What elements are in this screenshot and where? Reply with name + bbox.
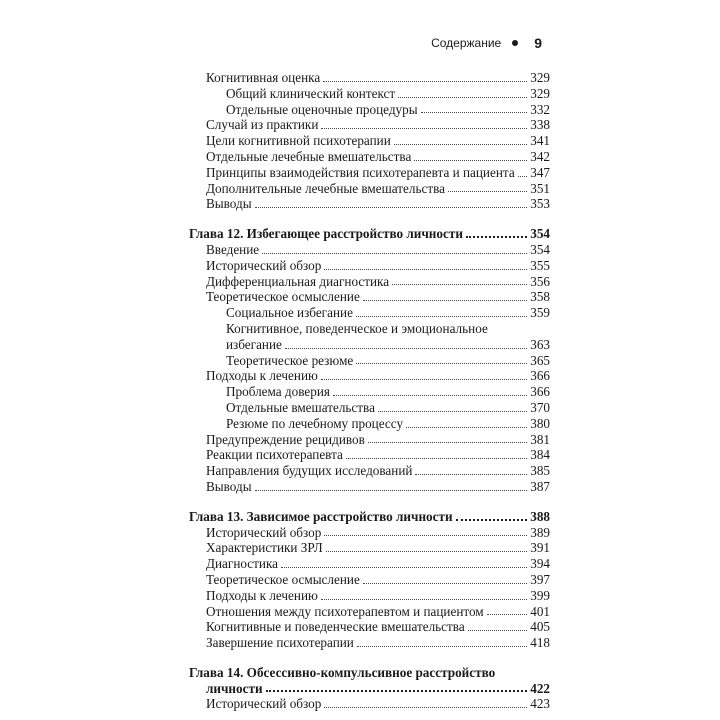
toc-entry-title: Отдельные лечебные вмешательства — [206, 148, 412, 164]
dot-leader — [368, 441, 527, 443]
dot-leader — [326, 550, 528, 552]
page-number: 9 — [534, 35, 542, 51]
dot-leader — [356, 362, 527, 364]
toc-entry-title: Отношения между психотерапевтом и пациентом — [206, 603, 484, 619]
toc-entry-page: 358 — [530, 289, 550, 305]
toc-entry-title: Общий клинический контекст — [226, 85, 396, 101]
toc-entry — [189, 447, 550, 463]
toc-entry-title: Предупреждение рецидивов — [206, 431, 365, 447]
toc-entry — [189, 274, 550, 290]
toc-entry — [189, 70, 550, 86]
dot-leader — [321, 378, 527, 380]
toc-entry — [189, 572, 550, 588]
dot-leader — [324, 534, 527, 536]
toc-entry-page: 405 — [530, 619, 550, 635]
dot-leader — [321, 127, 527, 129]
toc-entry — [189, 525, 550, 541]
toc-entry-title: Глава 13. Зависимое расстройство личности — [189, 508, 453, 524]
toc-entry — [189, 696, 550, 712]
toc-entry-page: 359 — [530, 305, 550, 321]
toc-entry-page: 355 — [530, 257, 550, 273]
toc-entry-title: Проблема доверия — [226, 384, 330, 400]
section-gap — [189, 651, 550, 665]
toc-entry-page: 394 — [530, 556, 550, 572]
toc-entry-page: 388 — [530, 508, 550, 524]
toc-entry-title: Когнитивное, поведенческое и эмоциональное — [226, 320, 488, 336]
dot-leader — [378, 410, 527, 412]
toc-entry — [189, 102, 550, 118]
dot-leader — [468, 629, 528, 631]
dot-leader — [323, 80, 527, 82]
toc-entry-title: избегание — [226, 336, 282, 352]
dot-leader — [466, 235, 527, 238]
table-of-contents — [189, 70, 550, 712]
toc-entry-title: Случай из практики — [206, 117, 319, 133]
dot-leader — [324, 268, 527, 270]
toc-entry-title: Отдельные оценочные процедуры — [226, 101, 418, 117]
toc-entry — [189, 463, 550, 479]
toc-entry-page: 338 — [530, 117, 550, 133]
toc-entry-page: 385 — [530, 463, 550, 479]
toc-entry-title: Глава 12. Избегающее расстройство личности — [189, 226, 463, 242]
toc-entry-title: Выводы — [206, 478, 252, 494]
toc-entry — [189, 289, 550, 305]
dot-leader — [414, 159, 527, 161]
toc-entry — [189, 133, 550, 149]
toc-entry — [189, 400, 550, 416]
toc-entry-page: 341 — [530, 133, 550, 149]
toc-entry-title: Теоретическое осмысление — [206, 571, 360, 587]
toc-entry — [189, 117, 550, 133]
toc-entry-title: личности — [206, 680, 263, 696]
toc-entry-page: 351 — [530, 180, 550, 196]
toc-entry — [189, 86, 550, 102]
toc-entry-page: 384 — [530, 447, 550, 463]
toc-entry-title: Принципы взаимодействия психотерапевта и пациента — [206, 164, 515, 180]
toc-entry — [189, 432, 550, 448]
toc-entry-page: 380 — [530, 415, 550, 431]
dot-leader — [321, 598, 527, 600]
dot-leader — [456, 518, 528, 521]
toc-entry — [189, 321, 550, 337]
dot-leader — [394, 143, 527, 145]
toc-entry-page: 418 — [530, 635, 550, 651]
dot-leader — [392, 283, 527, 285]
toc-entry-title: Когнитивные и поведенческие вмешательства — [206, 619, 465, 635]
dot-leader — [262, 252, 527, 254]
toc-entry-page: 353 — [530, 196, 550, 212]
toc-entry — [189, 196, 550, 212]
toc-entry-title: Резюме по лечебному процессу — [226, 415, 404, 431]
dot-leader — [333, 394, 527, 396]
toc-entry — [189, 384, 550, 400]
toc-entry — [189, 242, 550, 258]
dot-leader — [518, 175, 528, 177]
toc-entry-title: Диагностика — [206, 556, 279, 572]
toc-entry-title: Социальное избегание — [226, 305, 353, 321]
toc-entry-page: 329 — [530, 70, 550, 85]
toc-entry-page: 423 — [530, 696, 550, 712]
dot-leader — [448, 190, 527, 192]
toc-chapter-entry — [189, 509, 550, 525]
bullet-icon — [512, 40, 518, 46]
running-header — [431, 33, 542, 53]
toc-entry — [189, 556, 550, 572]
toc-entry-title: Завершение психотерапии — [206, 635, 354, 651]
dot-leader — [266, 689, 528, 692]
dot-leader — [406, 426, 527, 428]
toc-entry-page: 329 — [530, 85, 550, 101]
toc-entry — [189, 604, 550, 620]
toc-entry-page: 391 — [530, 540, 550, 556]
toc-entry-title: Направления будущих исследований — [206, 463, 413, 479]
section-gap — [189, 212, 550, 226]
toc-entry — [189, 258, 550, 274]
toc-entry-page: 347 — [530, 164, 550, 180]
toc-entry-title: Введение — [206, 241, 260, 257]
dot-leader — [324, 706, 527, 708]
toc-entry-title: Отдельные вмешательства — [226, 399, 375, 415]
toc-entry — [189, 479, 550, 495]
toc-entry-page: 354 — [530, 226, 550, 242]
toc-entry-title: Глава 14. Обсессивно-компульсивное расстройство — [189, 664, 496, 680]
toc-entry-page: 365 — [530, 352, 550, 368]
toc-entry — [189, 635, 550, 651]
toc-entry-page: 363 — [530, 336, 550, 352]
toc-entry-title: Исторический обзор — [206, 257, 322, 273]
toc-entry — [189, 540, 550, 556]
toc-chapter-entry — [189, 681, 550, 697]
toc-chapter-entry — [189, 665, 550, 681]
toc-entry-page: 387 — [530, 478, 550, 494]
dot-leader — [415, 473, 527, 475]
section-gap — [189, 495, 550, 509]
toc-entry-title: Дополнительные лечебные вмешательства — [206, 180, 446, 196]
toc-entry-title: Выводы — [206, 196, 252, 212]
toc-entry-page: 397 — [530, 571, 550, 587]
toc-entry-page: 354 — [530, 241, 550, 257]
dot-leader — [255, 489, 528, 491]
toc-entry-title: Исторический обзор — [206, 696, 322, 712]
toc-entry — [189, 368, 550, 384]
toc-entry-title: Исторический обзор — [206, 524, 322, 540]
toc-entry-title: Реакции психотерапевта — [206, 447, 343, 463]
toc-entry-page: 422 — [530, 680, 550, 696]
dot-leader — [346, 457, 527, 459]
dot-leader — [285, 347, 527, 349]
toc-entry-page: 370 — [530, 399, 550, 415]
toc-entry-title: Цели когнитивной психотерапии — [206, 133, 391, 149]
dot-leader — [363, 582, 527, 584]
dot-leader — [255, 206, 528, 208]
toc-entry-page: 366 — [530, 384, 550, 400]
toc-entry — [189, 149, 550, 165]
toc-entry-page: 399 — [530, 587, 550, 603]
toc-entry-page: 356 — [530, 273, 550, 289]
toc-entry-title: Подходы к лечению — [206, 587, 318, 603]
toc-entry — [189, 416, 550, 432]
toc-entry-title: Теоретическое осмысление — [206, 289, 360, 305]
toc-entry-page: 342 — [530, 148, 550, 164]
toc-entry-page: 389 — [530, 524, 550, 540]
dot-leader — [421, 111, 528, 113]
toc-entry-page: 332 — [530, 101, 550, 117]
toc-entry-title: Когнитивная оценка — [206, 70, 321, 85]
toc-entry-title: Характеристики ЗРЛ — [206, 540, 323, 556]
toc-entry-page: 381 — [530, 431, 550, 447]
toc-entry — [189, 305, 550, 321]
dot-leader — [281, 566, 527, 568]
toc-chapter-entry — [189, 226, 550, 242]
toc-entry-title: Дифференциальная диагностика — [206, 273, 390, 289]
toc-entry-title: Подходы к лечению — [206, 368, 318, 384]
dot-leader — [357, 645, 527, 647]
toc-entry — [189, 337, 550, 353]
header-title: Содержание — [431, 36, 502, 50]
toc-entry — [189, 181, 550, 197]
dot-leader — [363, 299, 527, 301]
toc-entry-title: Теоретическое резюме — [226, 352, 354, 368]
toc-entry — [189, 353, 550, 369]
toc-entry-page: 401 — [530, 603, 550, 619]
toc-entry-page: 366 — [530, 368, 550, 384]
dot-leader — [356, 315, 527, 317]
dot-leader — [398, 96, 527, 98]
dot-leader — [487, 613, 528, 615]
toc-entry — [189, 165, 550, 181]
toc-entry — [189, 619, 550, 635]
toc-entry — [189, 588, 550, 604]
